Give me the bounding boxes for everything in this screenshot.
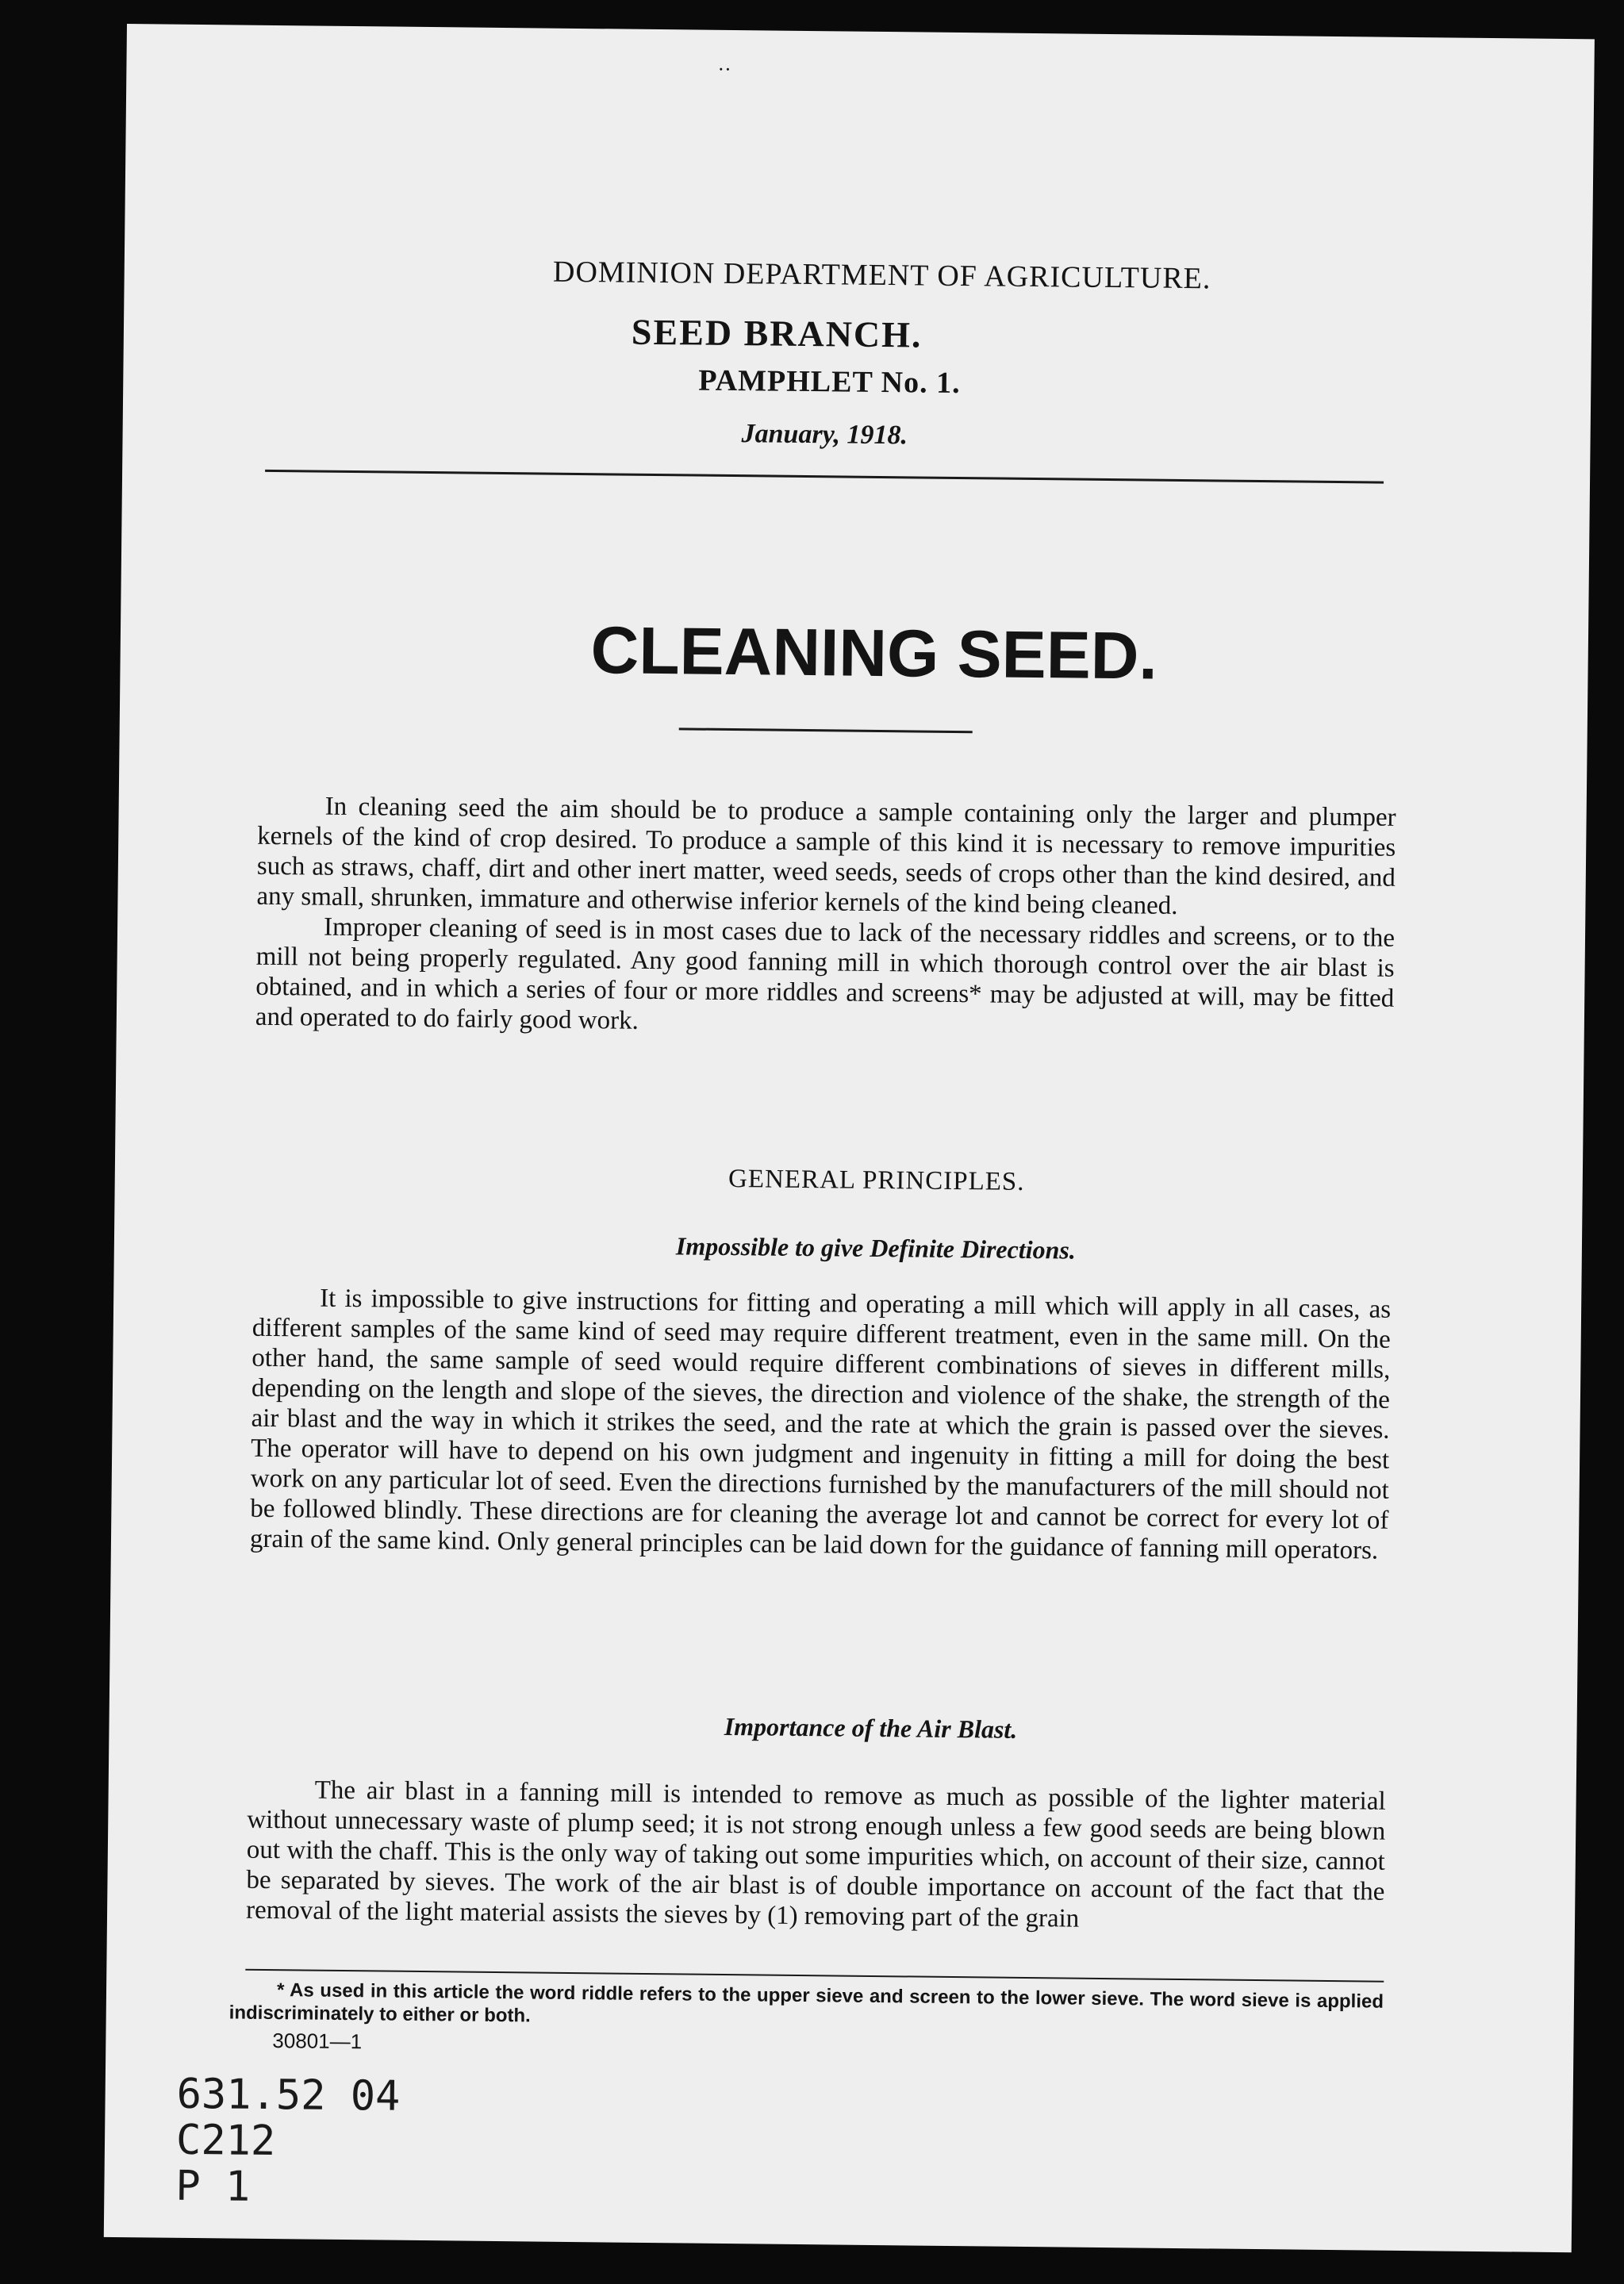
call-number-line: P 1 [175, 2162, 251, 2211]
intro-section [255, 791, 1396, 1044]
section-heading: GENERAL PRINCIPLES. [728, 1165, 1025, 1196]
footnote [229, 1978, 1384, 2036]
branch-heading: SEED BRANCH. [631, 311, 923, 355]
footnote-text: * As used in this article the word riddle refers to the upper sieve and screen to the lower sieve. The word sieve is applied indiscriminately to either or both. [228, 1979, 1384, 2027]
publication-date: January, 1918. [741, 419, 908, 451]
subsection-body [250, 1283, 1392, 1566]
document-page [104, 24, 1595, 2252]
intro-paragraph: In cleaning seed the aim should be to produce a sample containing only the larger and plumper kernels of the kind of crop desired. To produce a sample of this kind it is necessary to remove impurities such as straws, chaff, dirt and other inert matter, weed seeds, seeds of crops other than the kind desired, and any small, shrunken, immature and otherwise inferior kernels of the kind being cleaned. [256, 792, 1396, 920]
subsection-body [246, 1775, 1386, 1937]
print-code: 30801—1 [272, 2029, 363, 2054]
body-paragraph: The air blast in a fanning mill is intended to remove as much as possible of the lighter material without unnecessary waste of plump seed; it is not strong enough unless a few good seeds are being blown out with the chaff. This is the only way of taking out some impurities which, on account of their size, cannot be separated by sieves. The work of the air blast is of double importance on account of the fact that the removal of the light material assists the sieves by (1) removing part of the grain [245, 1775, 1386, 1933]
document-title: CLEANING SEED. [590, 612, 1158, 693]
title-divider [679, 727, 973, 733]
call-number-line: C212 [175, 2116, 276, 2166]
top-marks: ·· [717, 57, 731, 81]
department-heading: DOMINION DEPARTMENT OF AGRICULTURE. [552, 255, 1211, 296]
pamphlet-number: PAMPHLET No. 1. [698, 363, 961, 401]
intro-paragraph: Improper cleaning of seed is in most cases due to lack of the necessary riddles and screens, or to the mill not being properly regulated. Any good fanning mill in which thorough control over the air blast is obtained, and in which a series of four or more riddles and screens* may be adjusted at will, may be fitted and operated to do fairly good work. [255, 912, 1396, 1035]
subsection-heading: Impossible to give Definite Directions. [675, 1231, 1077, 1265]
subsection-heading: Importance of the Air Blast. [724, 1712, 1018, 1744]
call-number-line: 631.52 04 [176, 2070, 401, 2121]
header-divider [265, 470, 1384, 484]
body-paragraph: It is impossible to give instructions for fitting and operating a mill which will apply in all cases, as different samples of the same kind of seed may require different treatment, even in the same mill. On the other hand, the same sample of seed would require different combinations of sieves in different mills, depending on the length and slope of the sieves, the direction and violence of the shake, the strength of the air blast and the way in which it strikes the seed, and the rate at which the grain is passed over the sieves. The operator will have to depend on his own judgment and ingenuity in fitting a mill for doing the best work on any particular lot of seed. Even the directions furnished by the manufacturers of the mill should not be followed blindly. These directions are for cleaning the average lot and cannot be correct for every lot of grain of the same kind. Only general principles can be laid down for the guidance of fanning mill operators. [249, 1284, 1392, 1565]
library-call-number [175, 2071, 401, 2212]
